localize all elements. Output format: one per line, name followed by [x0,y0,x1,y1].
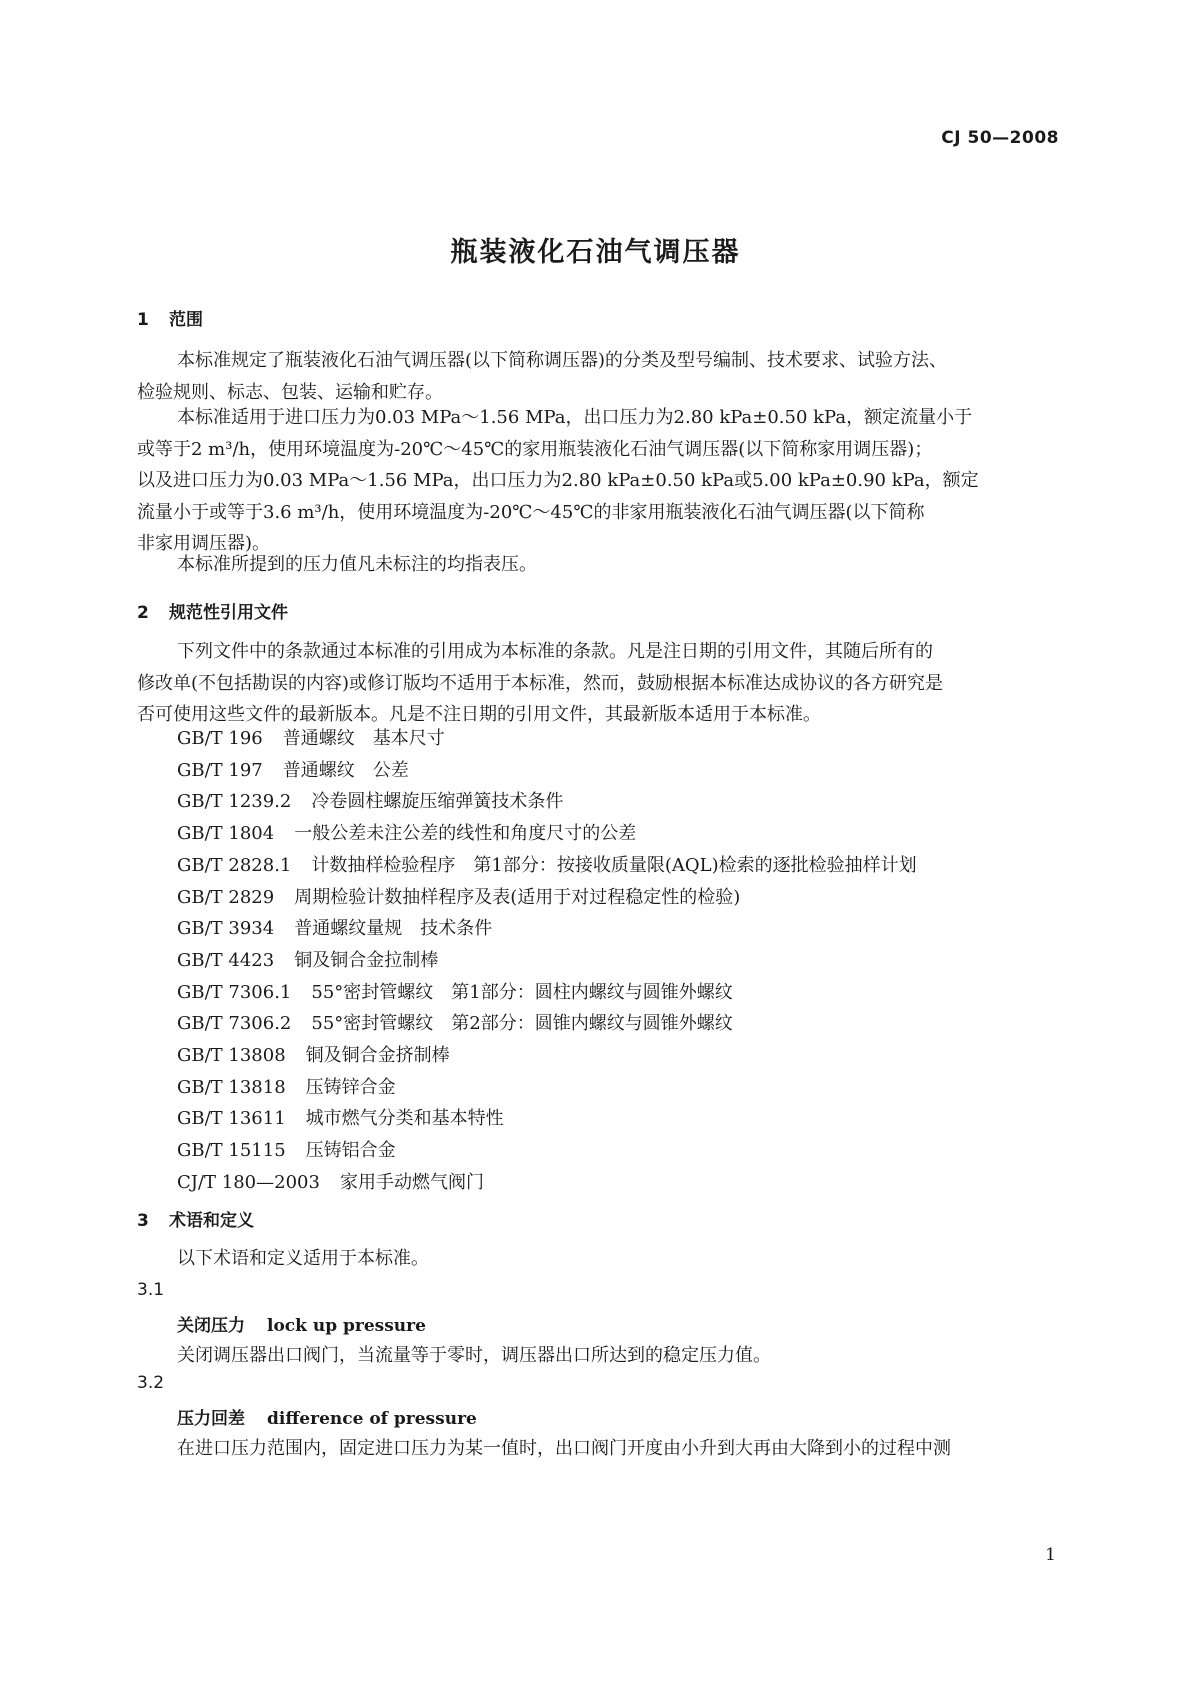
section-heading-3 [137,1206,254,1231]
clause-number: 3.1 [137,1280,165,1300]
section-heading-2 [137,598,288,623]
section-number: 2 [137,603,149,623]
standard-code: CJ 50—2008 [941,128,1059,148]
term-heading [177,1311,426,1336]
text-line: 或等于2 m³/h，使用环境温度为-20℃～45℃的家用瓶装液化石油气调压器(以下简称家用调压器)； [137,438,933,460]
reference-item: GB/T 1804 一般公差未注公差的线性和角度尺寸的公差 [177,823,637,845]
reference-item: GB/T 7306.2 55°密封管螺纹 第2部分：圆锥内螺纹与圆锥外螺纹 [177,1013,733,1035]
section-number: 1 [137,310,149,330]
reference-item: CJ/T 180—2003 家用手动燃气阀门 [177,1171,484,1193]
text-line: 流量小于或等于3.6 m³/h，使用环境温度为-20℃～45℃的非家用瓶装液化石油气调压器(以下简称 [137,501,925,523]
page-number: 1 [1045,1545,1056,1565]
section-1-paragraph-2 [137,402,1057,560]
term-chinese: 关闭压力 [177,1316,245,1336]
reference-item: GB/T 2828.1 计数抽样检验程序 第1部分：按接收质量限(AQL)检索的逐批检验抽样计划 [177,854,917,876]
term-english: lock up pressure [267,1316,426,1336]
section-3-intro [137,1243,1057,1275]
reference-item: GB/T 2829 周期检验计数抽样程序及表(适用于对过程稳定性的检验) [177,886,741,908]
reference-item: GB/T 7306.1 55°密封管螺纹 第1部分：圆柱内螺纹与圆锥外螺纹 [177,981,733,1003]
text-line: 以及进口压力为0.03 MPa～1.56 MPa，出口压力为2.80 kPa±0.50 kPa或5.00 kPa±0.90 kPa，额定 [137,470,979,491]
reference-item: GB/T 196 普通螺纹 基本尺寸 [177,728,445,749]
reference-item: GB/T 13808 铜及铜合金挤制棒 [177,1045,450,1067]
text-line: 本标准规定了瓶装液化石油气调压器(以下简称调压器)的分类及型号编制、技术要求、试验方法、 [177,350,948,371]
section-1-paragraph-3 [137,549,1057,581]
reference-item: GB/T 15115 压铸铝合金 [177,1140,396,1162]
text-line: 以下术语和定义适用于本标准。 [177,1248,429,1269]
section-2-paragraph-1 [137,636,1057,731]
section-1-paragraph-1 [137,345,1057,408]
reference-item: GB/T 4423 铜及铜合金拉制棒 [177,949,439,971]
text-line: 非家用调压器)。 [137,533,271,554]
normative-references-list [177,723,917,1199]
section-title: 规范性引用文件 [169,603,288,623]
reference-item: GB/T 13611 城市燃气分类和基本特性 [177,1108,504,1130]
term-chinese: 压力回差 [177,1409,245,1429]
clause-number: 3.2 [137,1373,165,1393]
section-number: 3 [137,1211,149,1231]
section-title: 术语和定义 [169,1211,254,1231]
text-line: 修改单(不包括勘误的内容)或修订版均不适用于本标准，然而，鼓励根据本标准达成协议的各方研究是 [137,672,944,694]
text-line: 下列文件中的条款通过本标准的引用成为本标准的条款。凡是注日期的引用文件，其随后所有的 [177,641,933,662]
term-heading [177,1404,477,1429]
reference-item: GB/T 1239.2 冷卷圆柱螺旋压缩弹簧技术条件 [177,791,564,813]
text-line: 本标准所提到的压力值凡未标注的均指表压。 [177,554,537,575]
reference-item: GB/T 197 普通螺纹 公差 [177,759,409,781]
section-title: 范围 [169,310,203,330]
reference-item: GB/T 13818 压铸锌合金 [177,1076,396,1098]
term-english: difference of pressure [267,1409,477,1429]
term-definition: 关闭调压器出口阀门，当流量等于零时，调压器出口所达到的稳定压力值。 [177,1345,771,1366]
text-line: 本标准适用于进口压力为0.03 MPa～1.56 MPa，出口压力为2.80 kPa±0.50 kPa，额定流量小于 [177,407,973,428]
document-title: 瓶装液化石油气调压器 [450,237,741,268]
term-definition: 在进口压力范围内，固定进口压力为某一值时，出口阀门开度由小升到大再由大降到小的过程中测 [177,1438,951,1459]
text-line: 检验规则、标志、包装、运输和贮存。 [137,381,443,403]
section-heading-1 [137,305,203,330]
text-line: 否可使用这些文件的最新版本。凡是不注日期的引用文件，其最新版本适用于本标准。 [137,704,821,725]
reference-item: GB/T 3934 普通螺纹量规 技术条件 [177,918,493,940]
